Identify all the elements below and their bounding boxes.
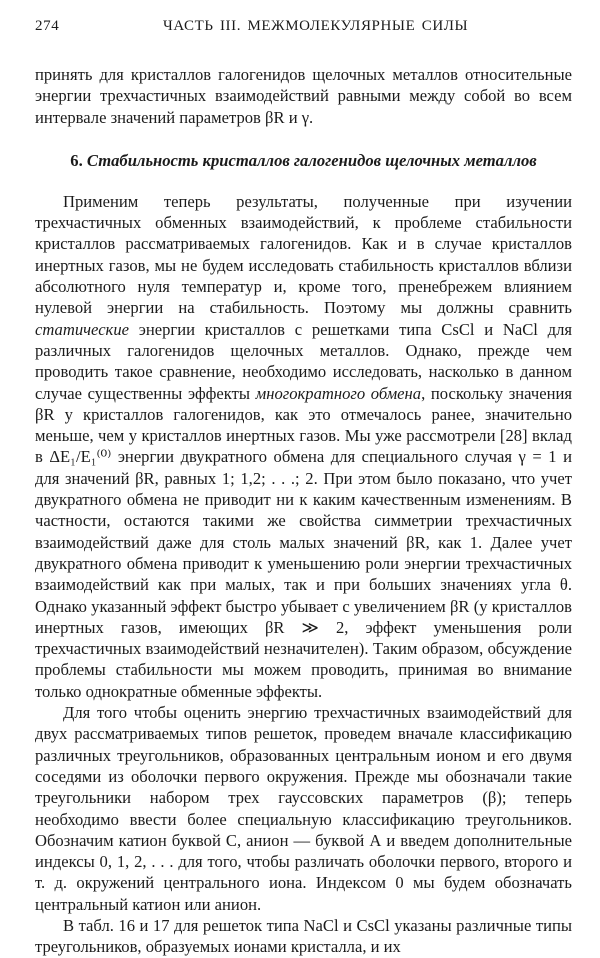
- body-text: [35, 64, 572, 958]
- paragraph-stability-part-a: Применим теперь результаты, полученные при изучении трехчастичных обменных взаимодействий, к проблеме стабильности кристаллов рассматриваемых галогенидов. Как и в случае кристаллов инертных газов, мы не будем исследовать стабильность кристаллов вблизи абсолютного нуля температур и, кроме того, пренебрежем влиянием нулевой энергии на стабильность. Поэтому мы должны сравнить: [35, 191, 572, 318]
- section-title: Стабильность кристаллов галогенидов щелочных металлов: [86, 150, 537, 170]
- page-number: 274: [35, 18, 60, 34]
- running-header: [35, 14, 572, 38]
- paragraph-continued: принять для кристаллов галогенидов щелочных металлов относительные энергии трехчастичных взаимодействий равными между собой во всем интервале значений параметров βR и γ.: [35, 65, 572, 127]
- emphasis-multiple-exchange: многократного обмена: [255, 383, 422, 403]
- paragraph-stability-part-c: , поскольку значения βR у кристаллов галогенидов, как это отмечалось ранее, значительно меньше, чем у кристаллов инертных газов. Мы уже рассмотрели [28] вклад в ΔE₁/E₁⁽⁰⁾ энергии двукратного обмена для специального случая γ = 1 и для значений βR, равных 1; 1,2; . . .; 2. При этом было показано, что учет двукратного обмена не приводит ни к каким качественным изменениям. В частности, остаются такими же свойства симметрии трехчастичных взаимодействий даже для столь малых значений βR, как 1. Далее учет двукратного обмена приводит к уменьшению роли энергии трехчастичных взаимодействий как при малых, так и при больших значениях угла θ. Однако указанный эффект быстро убывает с увеличением βR (у кристаллов инертных газов, имеющих βR ≫ 2, эффект уменьшения роли трехчастичных взаимодействий незначителен). Таким образом, обсуждение проблемы стабильности мы можем проводить, принимая во внимание только однократные обменные эффекты.: [35, 383, 572, 701]
- paragraph-stability: [35, 191, 572, 702]
- paragraph-stability-part-b: энергии кристаллов с решетками типа CsCl и NaCl для различных галогенидов щелочных металлов. Однако, прежде чем проводить такое сравнение, необходимо исследовать, насколько в данном случае существенны эффекты: [35, 319, 572, 403]
- section-heading: [35, 150, 572, 171]
- emphasis-static: статические: [35, 319, 129, 339]
- section-number: 6.: [70, 150, 83, 170]
- paragraph-tables: В табл. 16 и 17 для решеток типа NaCl и CsCl указаны различные типы треугольников, образуемых ионами кристалла, и их: [35, 915, 572, 957]
- running-title: ЧАСТЬ III. МЕЖМОЛЕКУЛЯРНЫЕ СИЛЫ: [163, 18, 469, 34]
- paragraph-classification: Для того чтобы оценить энергию трехчастичных взаимодействий для двух рассматриваемых типов решеток, проведем вначале классификацию различных треугольников, образованных центральным ионом и его двумя соседями из оболочки первого окружения. Прежде мы обозначали такие треугольники набором трех гауссовских параметров (β); теперь необходимо ввести более специальную классификацию треугольников. Обозначим катион буквой С, анион — буквой А и введем дополнительные индексы 0, 1, 2, . . . для того, чтобы различать оболочки первого, второго и т. д. окружений центрального иона. Индексом 0 мы будем обозначать центральный катион или анион.: [35, 703, 572, 914]
- book-page: [35, 14, 572, 958]
